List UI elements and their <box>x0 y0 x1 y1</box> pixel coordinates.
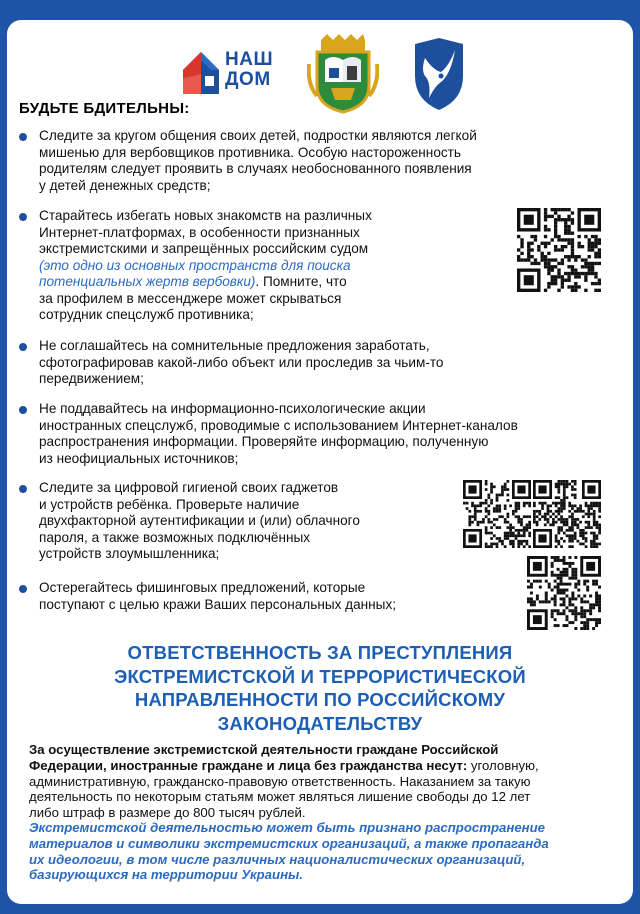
nashdom-logo <box>179 44 279 104</box>
bullet-icon <box>19 133 27 141</box>
warning-title: БУДЬТЕ БДИТЕЛЬНЫ: <box>19 100 190 117</box>
nashdom-wordmark: НАШ ДОМ <box>225 49 274 90</box>
city-coat-of-arms-icon <box>307 34 379 114</box>
legal-text: За осуществление экстремистской деятельности граждане Российской Федерации, иностранные граждане и лица без гражданства несут: уголовную, административную, гражданско-правовую ответственность. Наказанием за такую деятельность по некоторым статьям может являться лишение свободы до 12 лет либо штраф в размере до 800 тысяч рублей. <box>29 742 539 821</box>
qr-code-icon[interactable] <box>517 208 601 292</box>
bullet-icon <box>19 213 27 221</box>
emphasis-note: (это одно из основных пространств для поиска потенциальных жертв вербовки) <box>39 257 351 289</box>
responsibility-title: ОТВЕТСТВЕННОСТЬ ЗА ПРЕСТУПЛЕНИЯ ЭКСТРЕМИСТСКОЙ И ТЕРРОРИСТИЧЕСКОЙ НАПРАВЛЕННОСТИ ПО РОССИЙСКОМУ ЗАКОНОДАТЕЛЬСТВУ <box>114 642 526 734</box>
bullet-icon <box>19 585 27 593</box>
list-item: Остерегайтесь фишинговых предложений, которые поступают с целью кражи Ваших персональных данных; <box>19 580 519 616</box>
list-item: Не соглашайтесь на сомнительные предложения заработать, сфотографировав какой-либо объект или проследив за чьим-то передвижением; <box>19 338 619 392</box>
bullet-icon <box>19 485 27 493</box>
bullet-icon <box>19 343 27 351</box>
qr-code-icon[interactable] <box>533 480 601 548</box>
list-item: Старайтесь избегать новых знакомств на различных Интернет-платформах, в особенности признанных экстремистскими и запрещённых российским судом (это одно из основных пространств для поиска потенциальных жертв вербовки). Помните, что за профилем в мессенджере может скрываться сотрудник спецслужб противника; <box>19 208 539 328</box>
qr-code-icon[interactable] <box>463 480 531 548</box>
leaflet-card <box>7 20 633 904</box>
shield-bird-icon <box>411 36 467 112</box>
legal-intro: За осуществление экстремистской деятельности граждане Российской Федерации, иностранные граждане и лица без гражданства несут: <box>29 742 499 773</box>
bullet-icon <box>19 406 27 414</box>
list-item: Следите за цифровой гигиеной своих гаджетов и устройств ребёнка. Проверьте наличие двухфакторной аутентификации и (или) облачного пароля, а также возможных подключённых устройств злоумышленника; <box>19 480 459 564</box>
list-item: Следите за кругом общения своих детей, подростки являются легкой мишенью для вербовщиков противника. Особую настороженность родителям следует проявить в случаях необоснованного появления у детей денежных средств; <box>19 128 619 198</box>
legal-emphasis: Экстремистской деятельностью может быть признано распространение материалов и символики экстремистских организаций, а также пропаганда их идеологии, в том числе различных националистических организаций, базирующихся на территории Украины. <box>29 820 549 883</box>
list-item: Не поддавайтесь на информационно-психологические акции иностранных спецслужб, проводимые с использованием Интернет-каналов распространения информации. Проверяйте информацию, полученную из неофициальных источников; <box>19 401 629 471</box>
qr-code-icon[interactable] <box>527 556 601 630</box>
nashdom-house-icon <box>179 48 223 98</box>
